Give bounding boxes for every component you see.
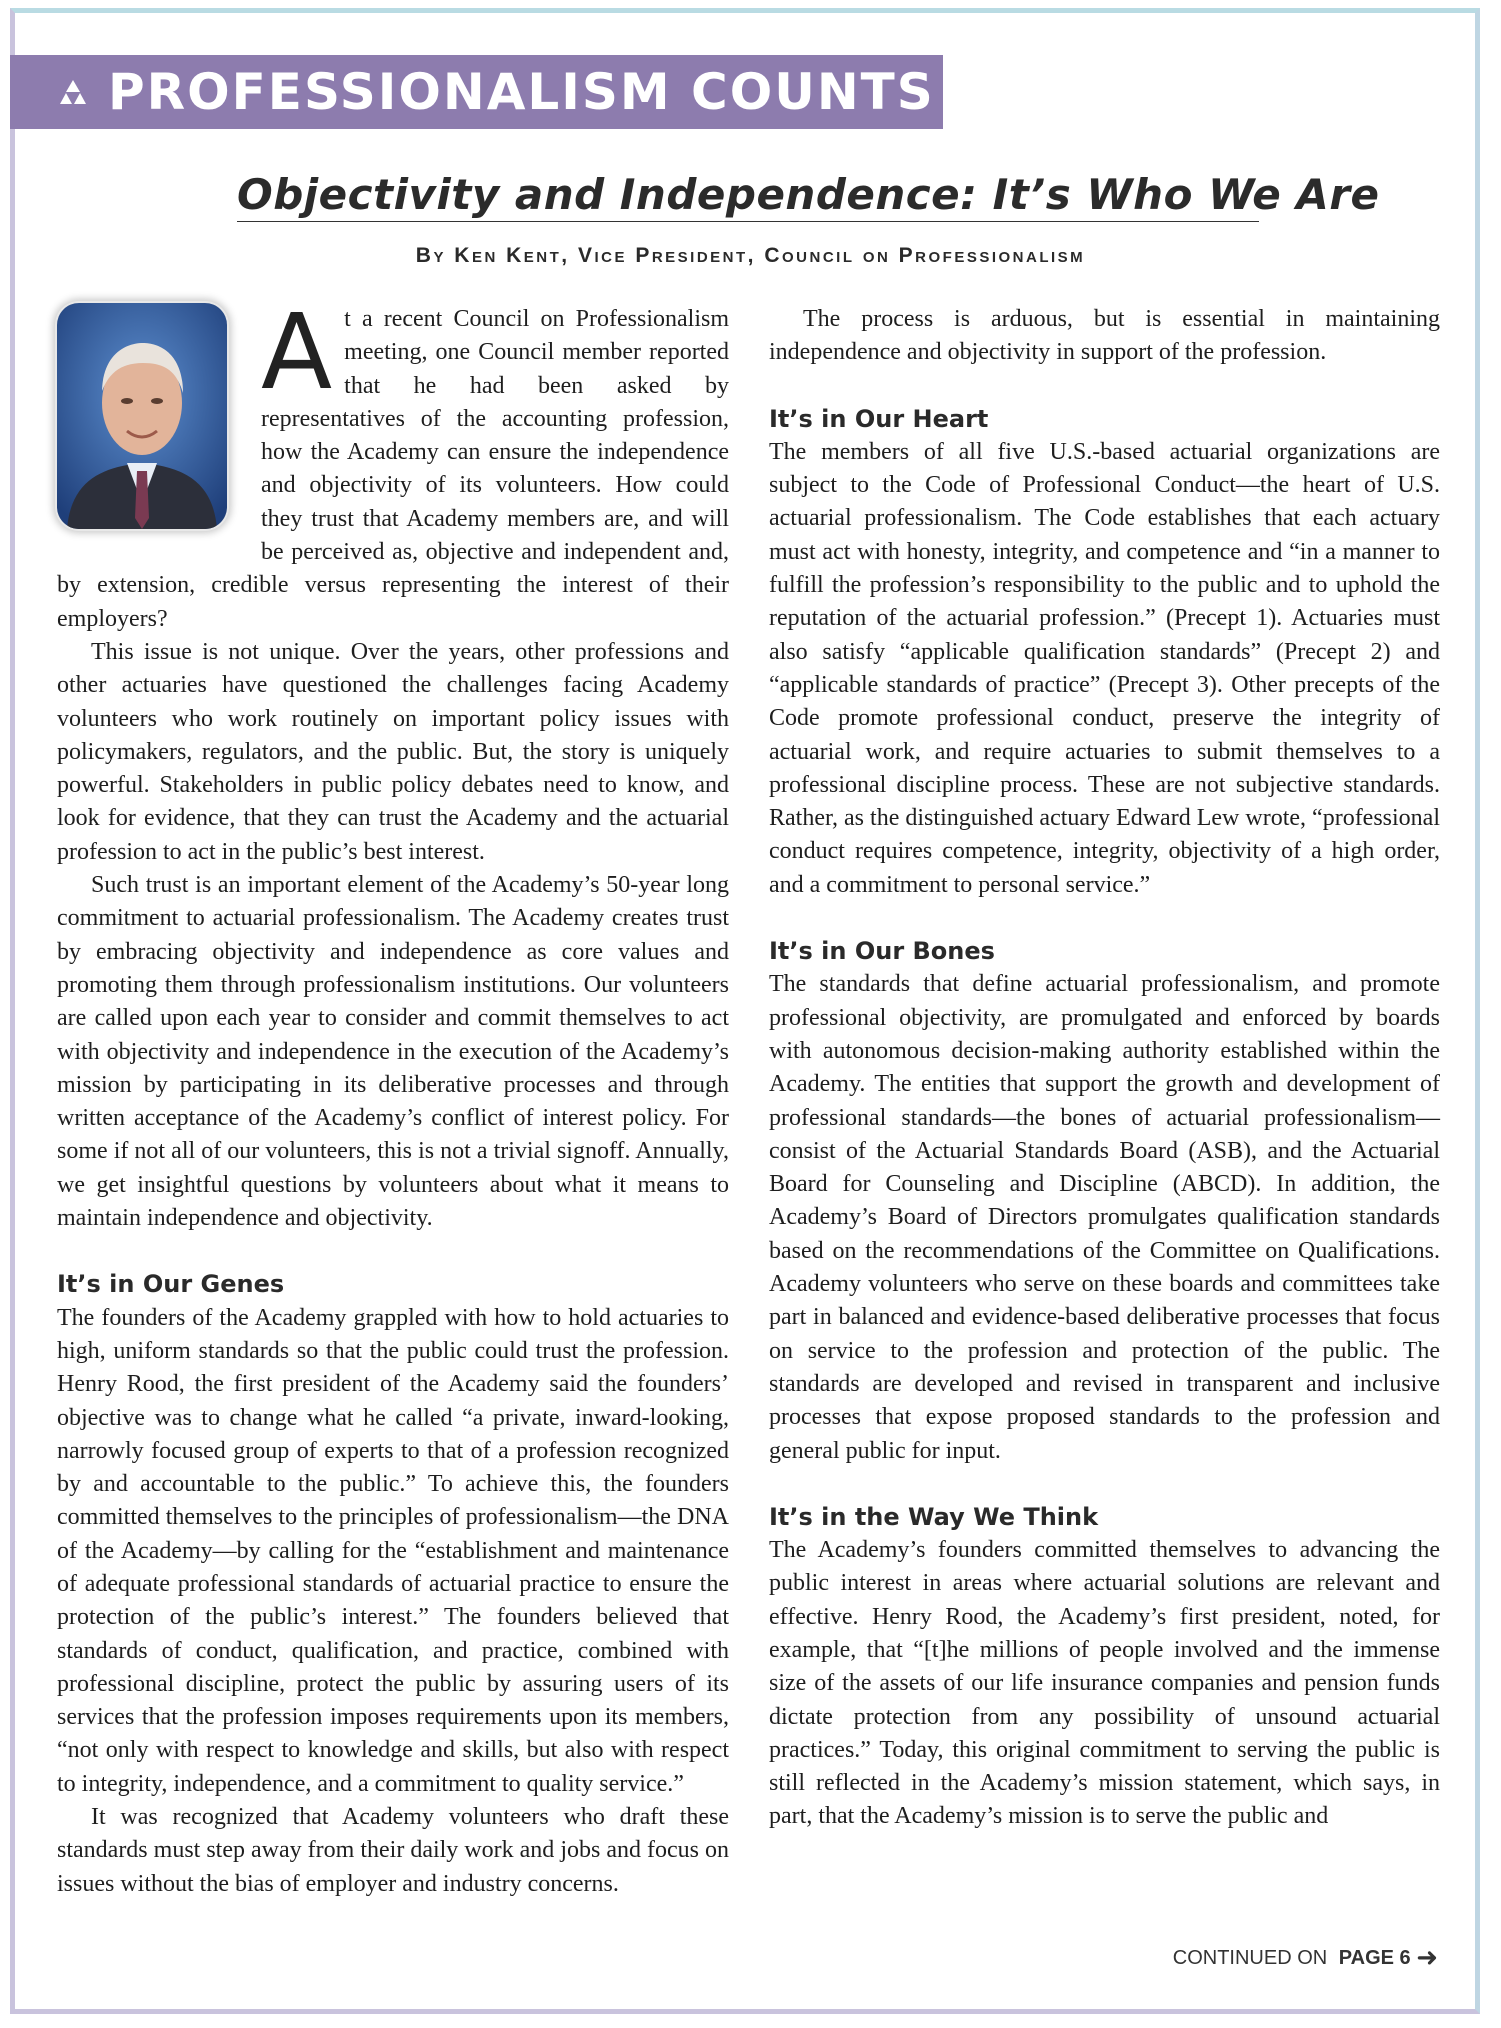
drop-cap: A bbox=[261, 291, 333, 413]
arrow-right-icon: ➜ bbox=[1416, 1942, 1438, 1972]
article-title: Objectivity and Independence: It’s Who We Are bbox=[237, 170, 1259, 222]
genes-paragraph-3: The process is arduous, but is essential in maintaining independence and objectivity in support of the profession. bbox=[769, 306, 1440, 366]
paragraph-3: Such trust is an important element of the Academy’s 50-year long commitment to actuarial professionalism. The Academy creates trust by embracing objectivity and independence as core values and promoting them through professionalism institutions. Our volunteers are called upon each year to consider and commit themselves to act with objectivity and independence in the execution of the Academy’s mission by participating in its deliberative processes and through written acceptance of the Academy’s conflict of interest policy. For some if not all of our volunteers, this is not a trivial signoff. Annually, we get insightful questions by volunteers about what it means to maintain independence and objectivity. bbox=[57, 872, 729, 1232]
genes-paragraph-1: The founders of the Academy grappled with how to hold actuaries to high, uniform standards so that the public could trust the profession. Henry Rood, the first president of the Academy said the founders’ objective was to change what he called “a private, inward-looking, narrowly focused group of experts to that of a profession recognized by and accountable to the public.” To achieve this, the founders committed themselves to the principles of professionalism—the DNA of the Academy—by calling for the “establishment and maintenance of adequate professional standards of actuarial practice to ensure the protection of the public’s interest.” The founders believed that standards of conduct, qualification, and practice, combined with professional discipline, protect the public by assuring users of its services that the profession imposes requirements upon its members, “not only with respect to knowledge and skills, but also with respect to integrity, independence, and a commitment to quality service.” bbox=[57, 1304, 729, 1797]
paragraph-2: This issue is not unique. Over the years, other professions and other actuaries have questioned the challenges facing Academy volunteers who work routinely on important policy issues with policymakers, regulators, and the public. But, the story is uniquely powerful. Stakeholders in public policy debates need to know, and look for evidence, that they can trust the Academy and the actuarial profession to act in the public’s best interest. bbox=[57, 638, 729, 865]
triangle-logo-icon bbox=[58, 78, 88, 106]
heading-genes: It’s in Our Genes bbox=[57, 1270, 285, 1299]
author-photo bbox=[57, 303, 227, 529]
bones-paragraph: The standards that define actuarial professionalism, and promote professional objectivity, are promulgated and enforced by boards with autonomous decision-making authority established within the Academy. The entities that support the growth and development of professional standards—the bones of actuarial professionalism—consist of the Actuarial Standards Board (ASB), and the Actuarial Board for Counseling and Discipline (ABCD). In addition, the Academy’s Board of Directors promulgates qualification standards based on the recommendations of the Committee on Qualifications. Academy volunteers who serve on these boards and committees take part in balanced and evidence-based deliberative processes that focus on service to the profession and protection of the public. The standards are developed and revised in transparent and inclusive processes that expose proposed standards to the profession and general public for input. bbox=[769, 971, 1440, 1464]
intro-text: t a recent Council on Professionalism meeting, one Council member reported that he had been asked by representatives of the accounting profession, how the Academy can ensure the independence and objectivity of its volunteers. How could they trust that Academy members are, and will be perceived as, objective and independent and, by extension, credible versus representing the interest of their employers? bbox=[57, 306, 729, 632]
heading-bones: It’s in Our Bones bbox=[769, 937, 995, 966]
continued-label: CONTINUED ON bbox=[1172, 1947, 1328, 1969]
heart-paragraph: The members of all five U.S.-based actuarial organizations are subject to the Code of Professional Conduct—the heart of U.S. actuarial professionalism. The Code establishes that each actuary must act with honesty, integrity, and competence and “in a manner to fulfill the profession’s responsibility to the public and to uphold the reputation of the actuarial profession.” (Precept 1). Actuaries must also satisfy “applicable qualification standards” (Precept 2) and “applicable standards of practice” (Precept 3). Other precepts of the Code promote professional conduct, preserve the integrity of actuarial work, and require actuaries to submit themselves to a professional discipline process. These are not subjective standards. Rather, as the distinguished actuary Edward Lew wrote, “professional conduct requires competence, integrity, objectivity of a high order, and a commitment to personal service.” bbox=[769, 438, 1440, 898]
genes-paragraph-2: It was recognized that Academy volunteers who draft these standards must step away from their daily work and jobs and focus on issues without the bias of employer and industry concerns. bbox=[57, 1804, 729, 1897]
heading-think: It’s in the Way We Think bbox=[769, 1502, 1099, 1531]
think-paragraph: The Academy’s founders committed themselves to advancing the public interest in areas where actuarial solutions are relevant and effective. Henry Rood, the Academy’s first president, noted, for example, that “[t]he millions of people involved and the immense size of the assets of our life insurance companies and pension funds dictate protection from any possibility of unsound actuarial practices.” Today, this original commitment to serving the public is still reflected in the Academy’s mission statement, which says, in part, that the Academy’s mission is to serve the public and bbox=[769, 1537, 1440, 1830]
section-banner bbox=[10, 55, 943, 129]
continued-link[interactable] bbox=[1173, 1942, 1438, 1973]
right-column bbox=[769, 303, 1440, 1834]
section-banner-title: PROFESSIONALISM COUNTS bbox=[108, 63, 935, 121]
article-byline: By Ken Kent, Vice President, Council on Professionalism bbox=[415, 244, 1086, 267]
left-column bbox=[57, 291, 729, 1901]
heading-heart: It’s in Our Heart bbox=[769, 404, 989, 433]
continued-page: PAGE 6 bbox=[1338, 1947, 1411, 1969]
